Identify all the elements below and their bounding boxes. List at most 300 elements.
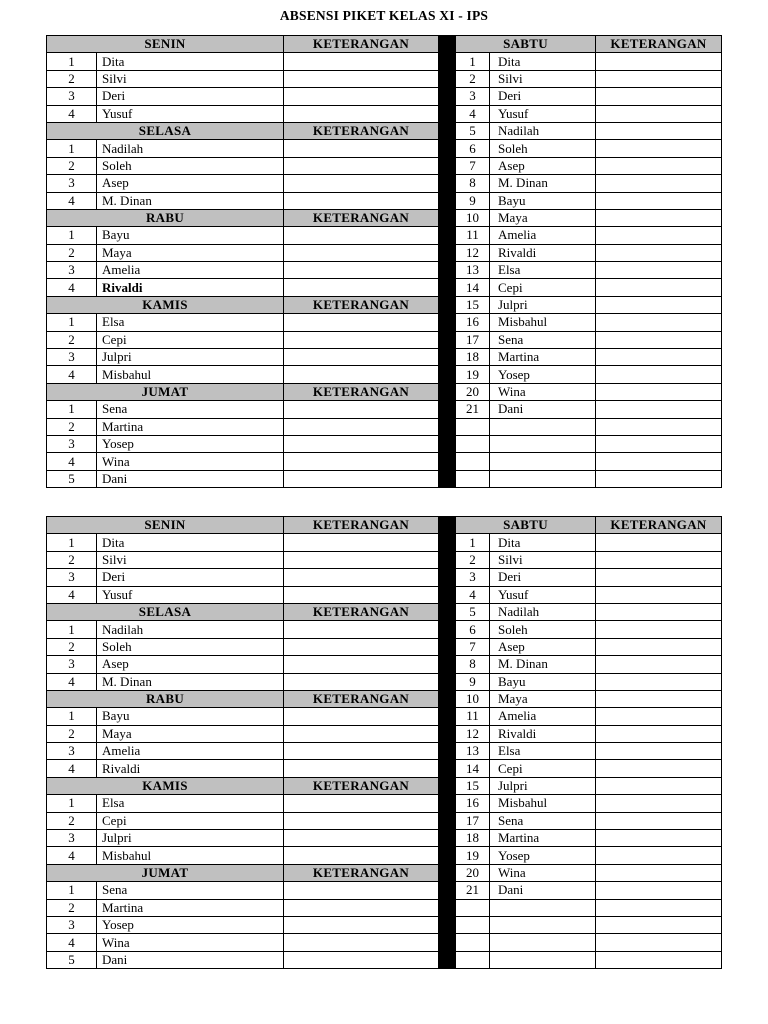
keterangan-cell[interactable] (284, 435, 439, 452)
row-number: 15 (456, 296, 490, 313)
row-number: 3 (47, 569, 97, 586)
student-name: Elsa (490, 262, 596, 279)
table-row (47, 586, 722, 603)
table-row (47, 708, 722, 725)
student-name: Yosep (97, 435, 284, 452)
student-name: Maya (97, 244, 284, 261)
student-name: Yusuf (490, 586, 596, 603)
keterangan-cell[interactable] (596, 760, 722, 777)
student-name: Deri (97, 569, 284, 586)
row-number: 13 (456, 743, 490, 760)
keterangan-cell[interactable] (596, 122, 722, 139)
row-number (456, 951, 490, 968)
table-row (47, 882, 722, 899)
row-number: 1 (47, 140, 97, 157)
row-number: 1 (456, 53, 490, 70)
table-row (47, 551, 722, 568)
table-row (47, 795, 722, 812)
table-row (47, 638, 722, 655)
row-number: 1 (47, 401, 97, 418)
keterangan-cell[interactable] (596, 70, 722, 87)
student-name: Sena (97, 882, 284, 899)
student-name: Yosep (490, 366, 596, 383)
keterangan-cell[interactable] (284, 534, 439, 551)
student-name: Dani (490, 882, 596, 899)
row-number: 5 (47, 951, 97, 968)
table-row (47, 916, 722, 933)
keterangan-cell[interactable] (284, 916, 439, 933)
row-number: 10 (456, 690, 490, 707)
row-number: 2 (456, 70, 490, 87)
keterangan-header: KETERANGAN (284, 690, 439, 707)
day-header-rabu: RABU (47, 690, 284, 707)
row-number: 1 (47, 882, 97, 899)
table-row (47, 812, 722, 829)
keterangan-cell[interactable] (284, 401, 439, 418)
row-number: 3 (47, 262, 97, 279)
student-name: Amelia (97, 262, 284, 279)
attendance-sheet-2 (46, 516, 721, 969)
keterangan-cell[interactable] (596, 586, 722, 603)
keterangan-cell[interactable] (596, 656, 722, 673)
keterangan-cell[interactable] (596, 331, 722, 348)
student-name: Rivaldi (490, 244, 596, 261)
row-number: 3 (456, 88, 490, 105)
keterangan-cell[interactable] (596, 470, 722, 487)
keterangan-cell[interactable] (596, 603, 722, 620)
keterangan-cell[interactable] (284, 418, 439, 435)
table-row (47, 435, 722, 452)
keterangan-cell[interactable] (596, 435, 722, 452)
keterangan-cell[interactable] (596, 262, 722, 279)
keterangan-cell[interactable] (596, 453, 722, 470)
table-row (47, 418, 722, 435)
row-number: 16 (456, 795, 490, 812)
keterangan-cell[interactable] (284, 812, 439, 829)
keterangan-cell[interactable] (284, 830, 439, 847)
row-number: 19 (456, 847, 490, 864)
keterangan-cell[interactable] (596, 743, 722, 760)
keterangan-header: KETERANGAN (284, 296, 439, 313)
keterangan-cell[interactable] (284, 470, 439, 487)
keterangan-cell[interactable] (596, 279, 722, 296)
keterangan-cell[interactable] (284, 638, 439, 655)
table-row (47, 690, 722, 707)
student-name: Asep (97, 175, 284, 192)
table-row (47, 227, 722, 244)
table-row (47, 470, 722, 487)
table-row (47, 209, 722, 226)
row-number: 1 (47, 53, 97, 70)
keterangan-cell[interactable] (596, 157, 722, 174)
keterangan-cell[interactable] (596, 349, 722, 366)
student-name: Dita (97, 534, 284, 551)
keterangan-cell[interactable] (596, 53, 722, 70)
row-number: 2 (47, 725, 97, 742)
keterangan-cell[interactable] (596, 847, 722, 864)
student-name: Rivaldi (97, 760, 284, 777)
row-number: 3 (47, 349, 97, 366)
keterangan-cell[interactable] (284, 157, 439, 174)
row-number: 2 (456, 551, 490, 568)
student-name: Deri (97, 88, 284, 105)
table-row (47, 140, 722, 157)
student-name: M. Dinan (490, 656, 596, 673)
keterangan-cell[interactable] (596, 812, 722, 829)
day-header-senin: SENIN (47, 36, 284, 53)
table-row (47, 673, 722, 690)
day-header-selasa: SELASA (47, 603, 284, 620)
keterangan-cell[interactable] (596, 140, 722, 157)
row-number: 4 (47, 366, 97, 383)
table-row (47, 934, 722, 951)
keterangan-cell[interactable] (284, 934, 439, 951)
row-number (456, 453, 490, 470)
day-header-kamis: KAMIS (47, 777, 284, 794)
row-number: 3 (47, 88, 97, 105)
table-row (47, 192, 722, 209)
keterangan-cell[interactable] (284, 586, 439, 603)
student-name: Cepi (97, 812, 284, 829)
day-header-sabtu: SABTU (456, 517, 596, 534)
student-name: Deri (490, 88, 596, 105)
student-name: Rivaldi (97, 279, 284, 296)
keterangan-header: KETERANGAN (284, 517, 439, 534)
student-name: Elsa (97, 795, 284, 812)
student-name: Yusuf (97, 105, 284, 122)
keterangan-cell[interactable] (284, 551, 439, 568)
student-name: Yusuf (490, 105, 596, 122)
student-name (490, 916, 596, 933)
keterangan-cell[interactable] (596, 569, 722, 586)
row-number: 1 (47, 534, 97, 551)
keterangan-cell[interactable] (284, 53, 439, 70)
table-row (47, 847, 722, 864)
table-row (47, 453, 722, 470)
student-name: Sena (97, 401, 284, 418)
keterangan-cell[interactable] (596, 795, 722, 812)
student-name: Julpri (490, 777, 596, 794)
keterangan-cell[interactable] (284, 569, 439, 586)
row-number: 1 (47, 795, 97, 812)
row-number: 3 (47, 916, 97, 933)
keterangan-cell[interactable] (284, 175, 439, 192)
keterangan-cell[interactable] (284, 760, 439, 777)
attendance-sheet-1 (46, 35, 721, 488)
table-row (47, 349, 722, 366)
row-number: 20 (456, 864, 490, 881)
keterangan-cell[interactable] (284, 847, 439, 864)
table-row (47, 383, 722, 400)
keterangan-cell[interactable] (284, 314, 439, 331)
row-number: 2 (47, 70, 97, 87)
keterangan-cell[interactable] (596, 882, 722, 899)
row-number: 15 (456, 777, 490, 794)
student-name: Martina (490, 349, 596, 366)
keterangan-cell[interactable] (284, 244, 439, 261)
table-row (47, 175, 722, 192)
table-row (47, 864, 722, 881)
row-number: 3 (47, 830, 97, 847)
student-name: Asep (490, 157, 596, 174)
row-number: 21 (456, 882, 490, 899)
student-name: Asep (490, 638, 596, 655)
student-name: Deri (490, 569, 596, 586)
keterangan-cell[interactable] (284, 227, 439, 244)
keterangan-cell[interactable] (596, 244, 722, 261)
keterangan-header: KETERANGAN (284, 603, 439, 620)
table-row (47, 830, 722, 847)
student-name: Elsa (490, 743, 596, 760)
table-row (47, 366, 722, 383)
row-number: 18 (456, 349, 490, 366)
student-name: Cepi (97, 331, 284, 348)
row-number: 1 (47, 708, 97, 725)
table-row (47, 331, 722, 348)
keterangan-cell[interactable] (596, 192, 722, 209)
row-number: 6 (456, 140, 490, 157)
row-number: 11 (456, 708, 490, 725)
keterangan-cell[interactable] (596, 366, 722, 383)
row-number: 5 (456, 603, 490, 620)
table-row (47, 725, 722, 742)
row-number: 2 (47, 551, 97, 568)
keterangan-cell[interactable] (284, 192, 439, 209)
keterangan-header: KETERANGAN (284, 864, 439, 881)
keterangan-cell[interactable] (284, 899, 439, 916)
row-number: 3 (47, 743, 97, 760)
keterangan-cell[interactable] (284, 795, 439, 812)
student-name: Yusuf (97, 586, 284, 603)
student-name: Misbahul (490, 795, 596, 812)
table-row (47, 401, 722, 418)
keterangan-cell[interactable] (284, 708, 439, 725)
keterangan-cell[interactable] (284, 621, 439, 638)
keterangan-cell[interactable] (284, 279, 439, 296)
column-separator (439, 517, 456, 969)
keterangan-cell[interactable] (596, 418, 722, 435)
table-row (47, 88, 722, 105)
student-name: Soleh (490, 621, 596, 638)
row-number (456, 916, 490, 933)
row-number: 4 (47, 192, 97, 209)
table-row (47, 122, 722, 139)
student-name: Martina (490, 830, 596, 847)
keterangan-cell[interactable] (596, 314, 722, 331)
table-row (47, 534, 722, 551)
keterangan-cell[interactable] (596, 401, 722, 418)
table-row (47, 36, 722, 53)
row-number: 18 (456, 830, 490, 847)
student-name (490, 934, 596, 951)
keterangan-cell[interactable] (284, 88, 439, 105)
keterangan-cell[interactable] (596, 551, 722, 568)
row-number: 4 (47, 760, 97, 777)
row-number: 7 (456, 638, 490, 655)
row-number: 2 (47, 418, 97, 435)
row-number: 2 (47, 244, 97, 261)
student-name: Bayu (490, 192, 596, 209)
student-name: Silvi (97, 70, 284, 87)
row-number: 14 (456, 279, 490, 296)
table-row (47, 244, 722, 261)
keterangan-cell[interactable] (596, 88, 722, 105)
student-name: Nadilah (490, 122, 596, 139)
row-number: 21 (456, 401, 490, 418)
keterangan-cell[interactable] (596, 227, 722, 244)
table-row (47, 743, 722, 760)
table-row (47, 951, 722, 968)
row-number: 1 (47, 227, 97, 244)
day-header-rabu: RABU (47, 209, 284, 226)
table-row (47, 899, 722, 916)
student-name: Yosep (490, 847, 596, 864)
column-separator (439, 36, 456, 488)
table-row (47, 70, 722, 87)
student-name: Silvi (97, 551, 284, 568)
row-number: 8 (456, 175, 490, 192)
student-name: Martina (97, 899, 284, 916)
student-name (490, 899, 596, 916)
keterangan-cell[interactable] (284, 725, 439, 742)
row-number: 3 (47, 435, 97, 452)
keterangan-cell[interactable] (284, 331, 439, 348)
row-number: 9 (456, 192, 490, 209)
student-name: Julpri (490, 296, 596, 313)
student-name: Yosep (97, 916, 284, 933)
row-number: 20 (456, 383, 490, 400)
row-number: 6 (456, 621, 490, 638)
keterangan-cell[interactable] (284, 656, 439, 673)
student-name (490, 435, 596, 452)
keterangan-cell[interactable] (596, 383, 722, 400)
row-number: 13 (456, 262, 490, 279)
row-number (456, 899, 490, 916)
keterangan-header: KETERANGAN (284, 36, 439, 53)
keterangan-cell[interactable] (284, 743, 439, 760)
row-number: 2 (47, 638, 97, 655)
student-name: Bayu (97, 708, 284, 725)
table-row (47, 760, 722, 777)
row-number: 17 (456, 812, 490, 829)
student-name: Soleh (97, 638, 284, 655)
keterangan-cell[interactable] (596, 296, 722, 313)
student-name: Misbahul (97, 847, 284, 864)
day-header-senin: SENIN (47, 517, 284, 534)
student-name: Sena (490, 812, 596, 829)
keterangan-cell[interactable] (284, 453, 439, 470)
keterangan-cell[interactable] (284, 673, 439, 690)
keterangan-cell[interactable] (596, 534, 722, 551)
keterangan-cell[interactable] (596, 690, 722, 707)
student-name: Misbahul (490, 314, 596, 331)
student-name: Wina (490, 864, 596, 881)
student-name: Amelia (490, 227, 596, 244)
keterangan-cell[interactable] (596, 673, 722, 690)
table-row (47, 296, 722, 313)
row-number: 9 (456, 673, 490, 690)
student-name: Wina (490, 383, 596, 400)
keterangan-cell[interactable] (596, 621, 722, 638)
student-name: Elsa (97, 314, 284, 331)
keterangan-cell[interactable] (284, 882, 439, 899)
keterangan-cell[interactable] (596, 175, 722, 192)
keterangan-cell[interactable] (284, 366, 439, 383)
keterangan-cell[interactable] (596, 864, 722, 881)
student-name: Cepi (490, 279, 596, 296)
student-name: Maya (97, 725, 284, 742)
student-name: Cepi (490, 760, 596, 777)
table-row (47, 314, 722, 331)
row-number: 4 (47, 586, 97, 603)
keterangan-cell[interactable] (596, 934, 722, 951)
table-row (47, 777, 722, 794)
row-number: 4 (47, 847, 97, 864)
keterangan-header: KETERANGAN (284, 777, 439, 794)
student-name: Dita (97, 53, 284, 70)
keterangan-header: KETERANGAN (284, 122, 439, 139)
student-name: Maya (490, 209, 596, 226)
day-header-jumat: JUMAT (47, 383, 284, 400)
row-number: 3 (456, 569, 490, 586)
keterangan-cell[interactable] (284, 951, 439, 968)
row-number: 3 (47, 656, 97, 673)
keterangan-cell[interactable] (596, 830, 722, 847)
row-number: 2 (47, 899, 97, 916)
keterangan-cell[interactable] (284, 349, 439, 366)
keterangan-cell[interactable] (284, 70, 439, 87)
keterangan-cell[interactable] (596, 951, 722, 968)
student-name: Dani (97, 470, 284, 487)
row-number (456, 470, 490, 487)
student-name: Asep (97, 656, 284, 673)
keterangan-cell[interactable] (596, 777, 722, 794)
row-number: 12 (456, 244, 490, 261)
keterangan-cell[interactable] (596, 899, 722, 916)
row-number: 12 (456, 725, 490, 742)
row-number (456, 418, 490, 435)
table-row (47, 656, 722, 673)
keterangan-cell[interactable] (284, 140, 439, 157)
keterangan-header: KETERANGAN (284, 383, 439, 400)
keterangan-cell[interactable] (596, 105, 722, 122)
student-name: Bayu (97, 227, 284, 244)
keterangan-cell[interactable] (596, 916, 722, 933)
keterangan-cell[interactable] (596, 708, 722, 725)
table-row (47, 105, 722, 122)
student-name: Silvi (490, 70, 596, 87)
student-name: Silvi (490, 551, 596, 568)
keterangan-cell[interactable] (596, 638, 722, 655)
keterangan-header: KETERANGAN (284, 209, 439, 226)
student-name (490, 418, 596, 435)
row-number: 4 (47, 105, 97, 122)
student-name: M. Dinan (490, 175, 596, 192)
row-number: 5 (47, 470, 97, 487)
student-name (490, 470, 596, 487)
row-number: 14 (456, 760, 490, 777)
row-number: 4 (456, 105, 490, 122)
table-row (47, 569, 722, 586)
keterangan-cell[interactable] (284, 105, 439, 122)
student-name: Nadilah (97, 621, 284, 638)
keterangan-cell[interactable] (284, 262, 439, 279)
keterangan-cell[interactable] (596, 209, 722, 226)
row-number: 2 (47, 812, 97, 829)
keterangan-cell[interactable] (596, 725, 722, 742)
table-row (47, 517, 722, 534)
day-header-selasa: SELASA (47, 122, 284, 139)
